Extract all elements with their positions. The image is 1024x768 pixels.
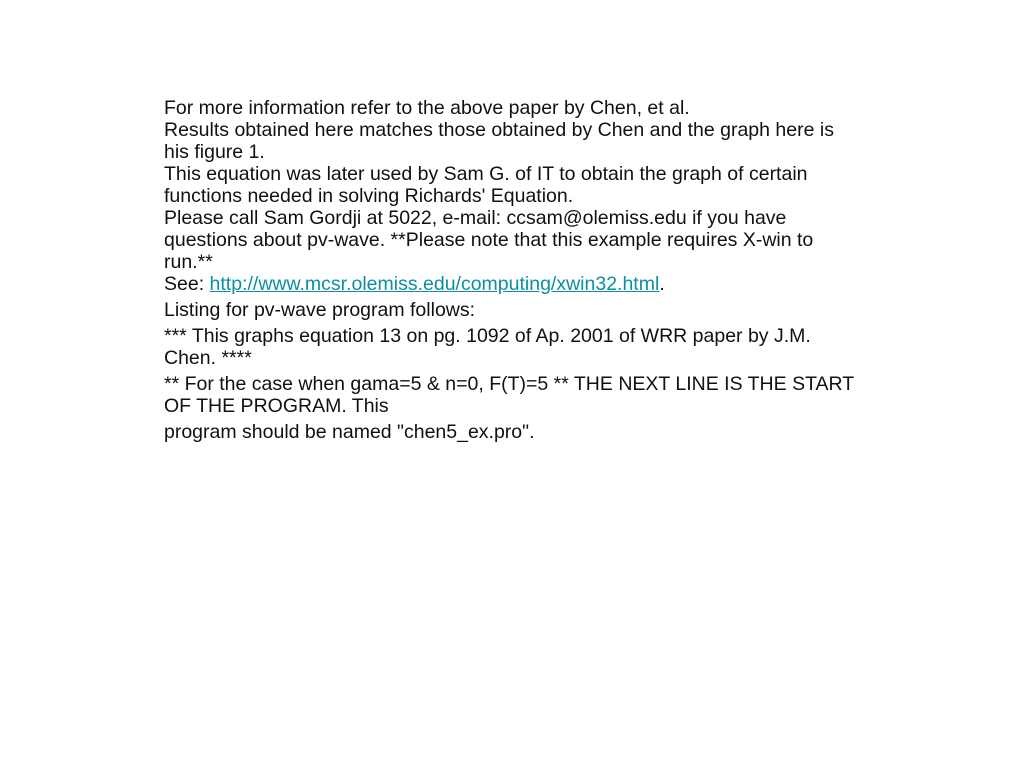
listing-intro: Listing for pv-wave program follows: <box>164 299 476 321</box>
program-comment-case: ** For the case when gama=5 & n=0, F(T)=5 ** THE NEXT LINE IS THE START OF THE PROGRAM. This <box>164 373 854 417</box>
see-prefix: See: <box>164 273 210 295</box>
see-line <box>164 273 854 295</box>
results-line: Results obtained here matches those obtained by Chen and the graph here is his figure 1. <box>164 119 834 163</box>
intro-paragraph <box>164 97 854 295</box>
see-suffix: . <box>659 273 665 295</box>
document-body <box>164 97 854 443</box>
contact-line: Please call Sam Gordji at 5022, e-mail: ccsam@olemiss.edu if you have questions about pv-wave. **Please note that this example requires X-win to run.** <box>164 207 814 273</box>
equation-usage-line: This equation was later used by Sam G. of IT to obtain the graph of certain functions needed in solving Richards' Equation. <box>164 163 808 207</box>
more-info-line: For more information refer to the above paper by Chen, et al. <box>164 97 690 119</box>
program-comment-equation: *** This graphs equation 13 on pg. 1092 of Ap. 2001 of WRR paper by J.M. Chen. **** <box>164 325 811 369</box>
program-comment-filename: program should be named "chen5_ex.pro". <box>164 421 535 443</box>
xwin32-link[interactable]: http://www.mcsr.olemiss.edu/computing/xwin32.html <box>209 273 660 295</box>
